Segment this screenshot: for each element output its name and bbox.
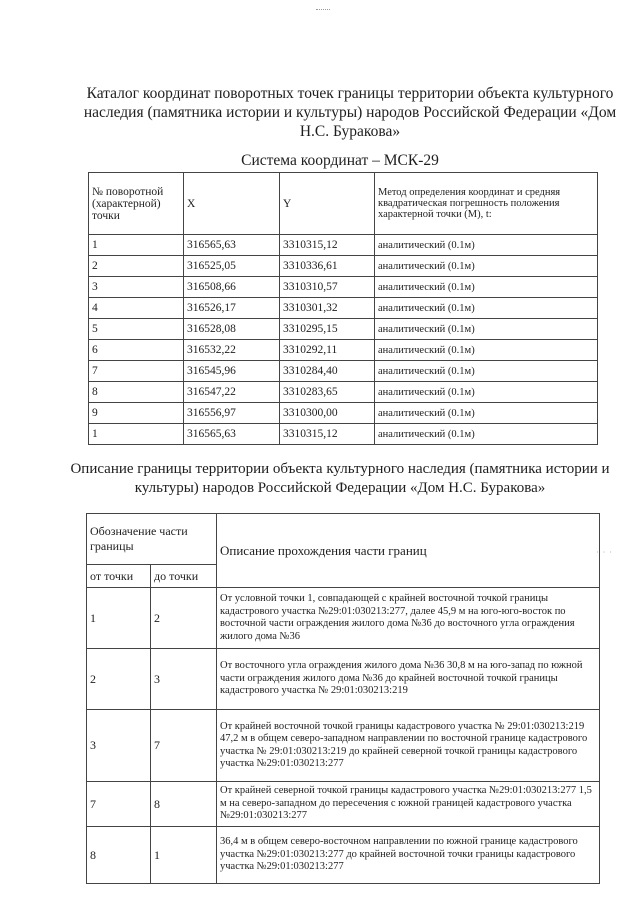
cell-point: 4 bbox=[89, 298, 184, 319]
table-row bbox=[89, 424, 598, 445]
cell-y: 3310310,57 bbox=[280, 277, 375, 298]
cell-point: 6 bbox=[89, 340, 184, 361]
cell-desc: От крайней восточной точкой границы кадастрового участка № 29:01:030213:219 47,2 м в общем северо-западном направлении по восточной границе кадастрового участка № 29:01:030213:219 до крайней северной точкой границы кадастрового участка №29:01:030213:277 bbox=[217, 710, 600, 782]
cell-y: 3310336,61 bbox=[280, 256, 375, 277]
cell-y: 3310300,00 bbox=[280, 403, 375, 424]
table-row bbox=[89, 298, 598, 319]
cell-point: 3 bbox=[89, 277, 184, 298]
cell-x: 316528,08 bbox=[184, 319, 280, 340]
cell-desc: 36,4 м в общем северо-восточном направлении по южной границе кадастрового участка №29:01:030213:277 до крайней восточной точки границы кадастрового участка №29:01:030213:277 bbox=[217, 827, 600, 884]
header-point: № поворотной (характерной) точки bbox=[89, 173, 184, 235]
table-row bbox=[87, 827, 600, 884]
cell-to: 8 bbox=[151, 782, 217, 827]
header-method: Метод определения координат и средняя квадратическая погрешность положения характерной точки (М), t: bbox=[375, 173, 598, 235]
cell-y: 3310283,65 bbox=[280, 382, 375, 403]
table-row bbox=[87, 710, 600, 782]
scan-mark bbox=[316, 9, 330, 10]
cell-method: аналитический (0.1м) bbox=[375, 340, 598, 361]
table-row bbox=[89, 403, 598, 424]
table-row bbox=[89, 235, 598, 256]
cell-y: 3310284,40 bbox=[280, 361, 375, 382]
cell-method: аналитический (0.1м) bbox=[375, 277, 598, 298]
table-row bbox=[89, 340, 598, 361]
table-header-row bbox=[89, 173, 598, 235]
cell-y: 3310315,12 bbox=[280, 235, 375, 256]
header-x: X bbox=[184, 173, 280, 235]
cell-desc: От условной точки 1, совпадающей с крайней восточной точкой границы кадастрового участка №29:01:030213:277, далее 45,9 м на юго-юго-восток по восточной части ограждения жилого дома №36 до восточного угла ограждения жилого дома №36 bbox=[217, 588, 600, 649]
cell-from: 1 bbox=[87, 588, 151, 649]
cell-point: 1 bbox=[89, 235, 184, 256]
cell-method: аналитический (0.1м) bbox=[375, 319, 598, 340]
header-desc: Описание прохождения части границ bbox=[217, 514, 600, 588]
cell-method: аналитический (0.1м) bbox=[375, 256, 598, 277]
cell-point: 2 bbox=[89, 256, 184, 277]
cell-from: 2 bbox=[87, 649, 151, 710]
cell-method: аналитический (0.1м) bbox=[375, 298, 598, 319]
cell-point: 8 bbox=[89, 382, 184, 403]
cell-desc: От восточного угла ограждения жилого дома №36 30,8 м на юго-запад по южной части ограждения жилого дома №36 до крайней восточной точкой границы кадастрового участка № 29:01:030213:219 bbox=[217, 649, 600, 710]
cell-method: аналитический (0.1м) bbox=[375, 235, 598, 256]
cell-method: аналитический (0.1м) bbox=[375, 361, 598, 382]
cell-from: 8 bbox=[87, 827, 151, 884]
header-to: до точки bbox=[151, 565, 217, 588]
cell-method: аналитический (0.1м) bbox=[375, 403, 598, 424]
cell-to: 1 bbox=[151, 827, 217, 884]
table-row bbox=[87, 782, 600, 827]
cell-from: 3 bbox=[87, 710, 151, 782]
cell-x: 316526,17 bbox=[184, 298, 280, 319]
scan-noise: · · · bbox=[596, 548, 613, 557]
cell-to: 2 bbox=[151, 588, 217, 649]
cell-x: 316525,05 bbox=[184, 256, 280, 277]
cell-y: 3310292,11 bbox=[280, 340, 375, 361]
cell-method: аналитический (0.1м) bbox=[375, 382, 598, 403]
header-part: Обозначение части границы bbox=[87, 514, 217, 565]
cell-x: 316565,63 bbox=[184, 424, 280, 445]
boundary-table bbox=[86, 513, 600, 884]
catalog-title: Каталог координат поворотных точек границы территории объекта культурного наследия (памятника истории и культуры) народов Российской Федерации «Дом Н.С. Буракова» bbox=[83, 85, 617, 140]
cell-x: 316532,22 bbox=[184, 340, 280, 361]
header-from: от точки bbox=[87, 565, 151, 588]
cell-x: 316508,66 bbox=[184, 277, 280, 298]
cell-from: 7 bbox=[87, 782, 151, 827]
cell-y: 3310295,15 bbox=[280, 319, 375, 340]
cell-point: 9 bbox=[89, 403, 184, 424]
coordinates-table bbox=[88, 172, 598, 445]
cell-x: 316545,96 bbox=[184, 361, 280, 382]
cell-x: 316556,97 bbox=[184, 403, 280, 424]
cell-y: 3310301,32 bbox=[280, 298, 375, 319]
coordinate-system: Система координат – МСК-29 bbox=[241, 152, 439, 169]
cell-y: 3310315,12 bbox=[280, 424, 375, 445]
table-row bbox=[87, 588, 600, 649]
cell-to: 3 bbox=[151, 649, 217, 710]
table-row bbox=[89, 382, 598, 403]
table-row bbox=[89, 361, 598, 382]
cell-point: 1 bbox=[89, 424, 184, 445]
cell-to: 7 bbox=[151, 710, 217, 782]
cell-x: 316565,63 bbox=[184, 235, 280, 256]
table-row bbox=[89, 277, 598, 298]
table-header-row bbox=[87, 514, 600, 565]
cell-method: аналитический (0.1м) bbox=[375, 424, 598, 445]
table-row bbox=[87, 649, 600, 710]
cell-point: 7 bbox=[89, 361, 184, 382]
table-row bbox=[89, 256, 598, 277]
cell-point: 5 bbox=[89, 319, 184, 340]
header-y: Y bbox=[280, 173, 375, 235]
cell-x: 316547,22 bbox=[184, 382, 280, 403]
boundary-title: Описание границы территории объекта культурного наследия (памятника истории и культуры) народов Российской Федерации «Дом Н.С. Буракова» bbox=[70, 461, 610, 496]
table-row bbox=[89, 319, 598, 340]
cell-desc: От крайней северной точкой границы кадастрового участка №29:01:030213:277 1,5 м на северо-западном до пересечения с южной границей кадастрового участка №29:01:030213:277 bbox=[217, 782, 600, 827]
